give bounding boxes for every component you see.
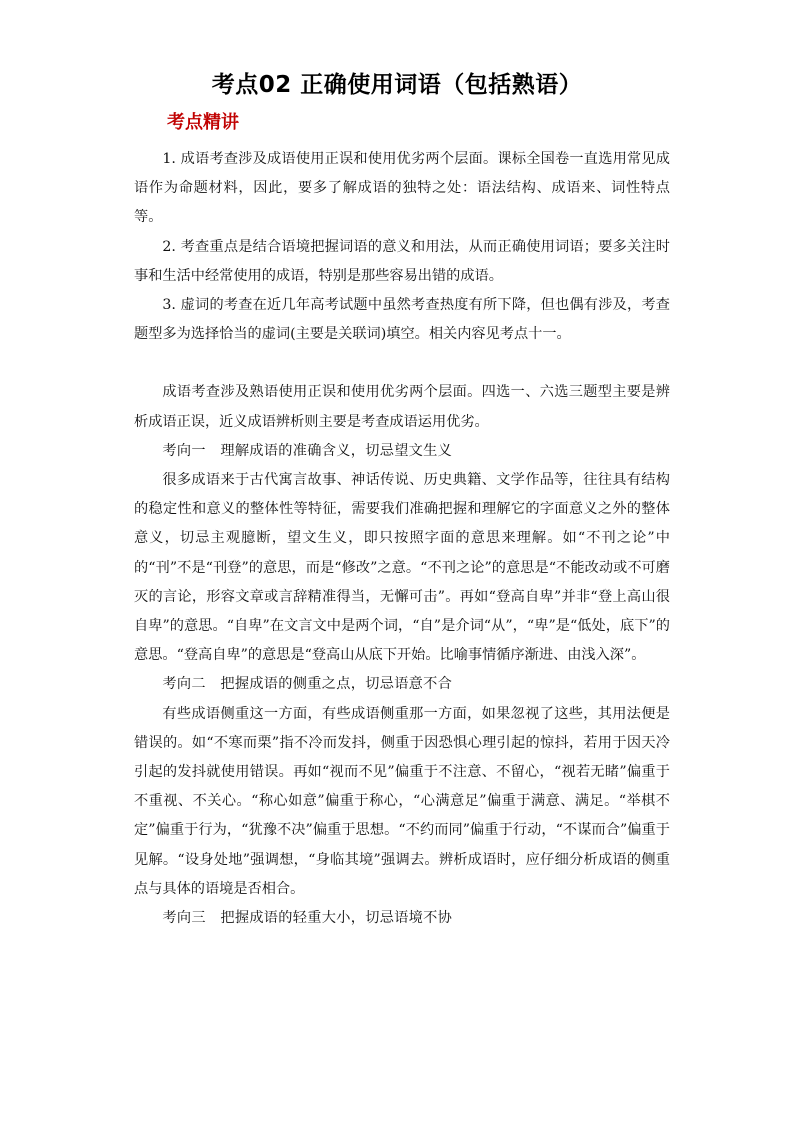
section-label: 考点精讲 [167,112,239,133]
page-title: 考点02 正确使用词语（包括熟语） [211,72,583,98]
heading-direction-2: 考向二 把握成语的侧重之点，切忌语意不合 [162,676,453,693]
paragraph-direction-1: 很多成语来于古代寓言故事、神话传说、历史典籍、文学作品等，往往具有结构的稳定性和意义的整体性等特征，需要我们准确把握和理解它的字面意义之外的整体意义，切忌主观臆断，望文生义，即只按照字面的意思来理解。如“不刊之论”中的“刊”不是“刊登”的意思，而是“修改”之意。“不刊之论”的意思是“不能改动或不可磨灭的言论，形容文章或言辞精准得当，无懈可击”。再如“登高自卑”并非“登上高山很自卑”的意思。“自卑”在文言文中是两个词，“自”是介词“从”，“卑”是“低处，底下”的意思。“登高自卑”的意思是“登高山从底下开始。比喻事情循序渐进、由浅入深”。 [134,472,670,664]
paragraph-point-2: 2. 考查重点是结合语境把握词语的意义和用法，从而正确使用词语；要多关注时事和生活中经常使用的成语，特别是那些容易出错的成语。 [134,238,670,284]
paragraph-point-1: 1. 成语考查涉及成语使用正误和使用优劣两个层面。课标全国卷一直选用常见成语作为命题材料，因此，要多了解成语的独特之处：语法结构、成语来、词性特点等。 [134,151,670,226]
heading-direction-1: 考向一 理解成语的准确含义，切忌望文生义 [162,442,453,459]
paragraph-point-3: 3. 虚词的考查在近几年高考试题中虽然考查热度有所下降，但也偶有涉及，考查题型多为选择恰当的虚词(主要是关联词)填空。相关内容见考点十一。 [134,297,670,343]
paragraph-intro: 成语考查涉及熟语使用正误和使用优劣两个层面。四选一、六选三题型主要是辨析成语正误，近义成语辨析则主要是考查成语运用优劣。 [134,384,670,430]
document-body [134,145,670,933]
heading-direction-3: 考向三 把握成语的轻重大小，切忌语境不协 [162,910,453,927]
paragraph-direction-2: 有些成语侧重这一方面，有些成语侧重那一方面，如果忽视了这些，其用法便是错误的。如“不寒而栗”指不冷而发抖，侧重于因恐惧心理引起的惊抖，若用于因天冷引起的发抖就使用错误。再如“视而不见”偏重于不注意、不留心，“视若无睹”偏重于不重视、不关心。“称心如意”偏重于称心，“心满意足”偏重于满意、满足。“举棋不定”偏重于行为，“犹豫不决”偏重于思想。“不约而同”偏重于行动，“不谋而合”偏重于见解。“设身处地”强调想，“身临其境”强调去。辨析成语时，应仔细分析成语的侧重点与具体的语境是否相合。 [134,705,670,897]
